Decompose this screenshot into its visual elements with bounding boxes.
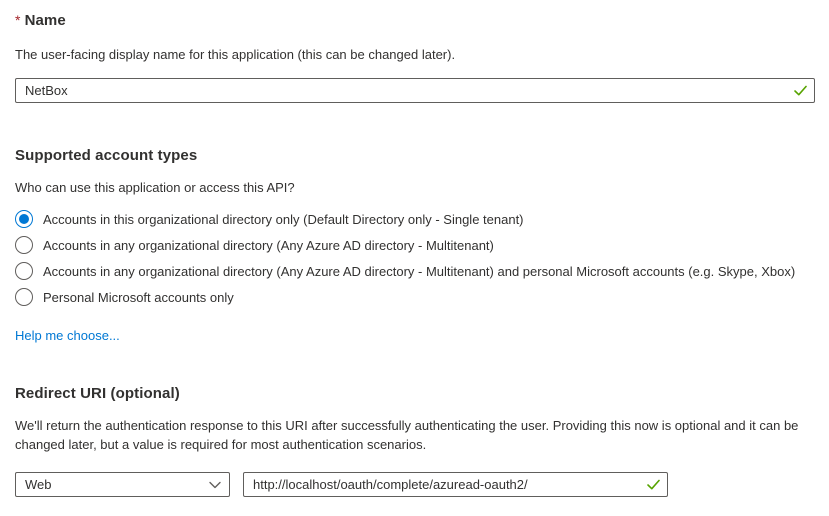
redirect-uri-input[interactable]: [243, 472, 668, 497]
account-types-section: [15, 147, 815, 345]
required-asterisk: *: [15, 12, 21, 28]
radio-option-label: Personal Microsoft accounts only: [43, 289, 234, 305]
name-section: [15, 12, 815, 103]
radio-option-personal-only[interactable]: [15, 284, 815, 310]
radio-button-icon[interactable]: [15, 236, 33, 254]
radio-option-label: Accounts in any organizational directory (Any Azure AD directory - Multitenant): [43, 237, 494, 253]
chevron-down-icon: [209, 481, 221, 488]
name-label: Name: [24, 12, 66, 29]
radio-button-icon[interactable]: [15, 288, 33, 306]
redirect-uri-row: [15, 472, 815, 497]
radio-option-label: Accounts in this organizational directory only (Default Directory only - Single tenant): [43, 211, 524, 227]
redirect-uri-section: [15, 385, 815, 497]
platform-select-value: Web: [25, 477, 52, 492]
account-types-question: Who can use this application or access this API?: [15, 180, 295, 195]
radio-button-icon[interactable]: [15, 210, 33, 228]
redirect-uri-description: We'll return the authentication response to this URI after successfully authenticating the user. Providing this now is optional and it can be changed later, but a value is required for most authentication scenarios.: [15, 418, 799, 452]
redirect-uri-input-wrap: [243, 472, 668, 497]
radio-button-icon[interactable]: [15, 262, 33, 280]
redirect-uri-title: Redirect URI (optional): [15, 385, 180, 402]
account-types-radio-group: [15, 206, 815, 310]
platform-select[interactable]: [15, 472, 230, 497]
radio-option-single-tenant[interactable]: [15, 206, 815, 232]
radio-option-label: Accounts in any organizational directory (Any Azure AD directory - Multitenant) and personal Microsoft accounts (e.g. Skype, Xbox): [43, 263, 796, 279]
radio-option-multitenant[interactable]: [15, 232, 815, 258]
name-input[interactable]: [15, 78, 815, 103]
name-input-wrap: [15, 78, 815, 103]
help-me-choose-link[interactable]: Help me choose...: [15, 328, 120, 343]
radio-option-multitenant-personal[interactable]: [15, 258, 815, 284]
name-description: The user-facing display name for this application (this can be changed later).: [15, 47, 456, 62]
name-section-title: [15, 12, 815, 29]
account-types-title: Supported account types: [15, 147, 198, 164]
